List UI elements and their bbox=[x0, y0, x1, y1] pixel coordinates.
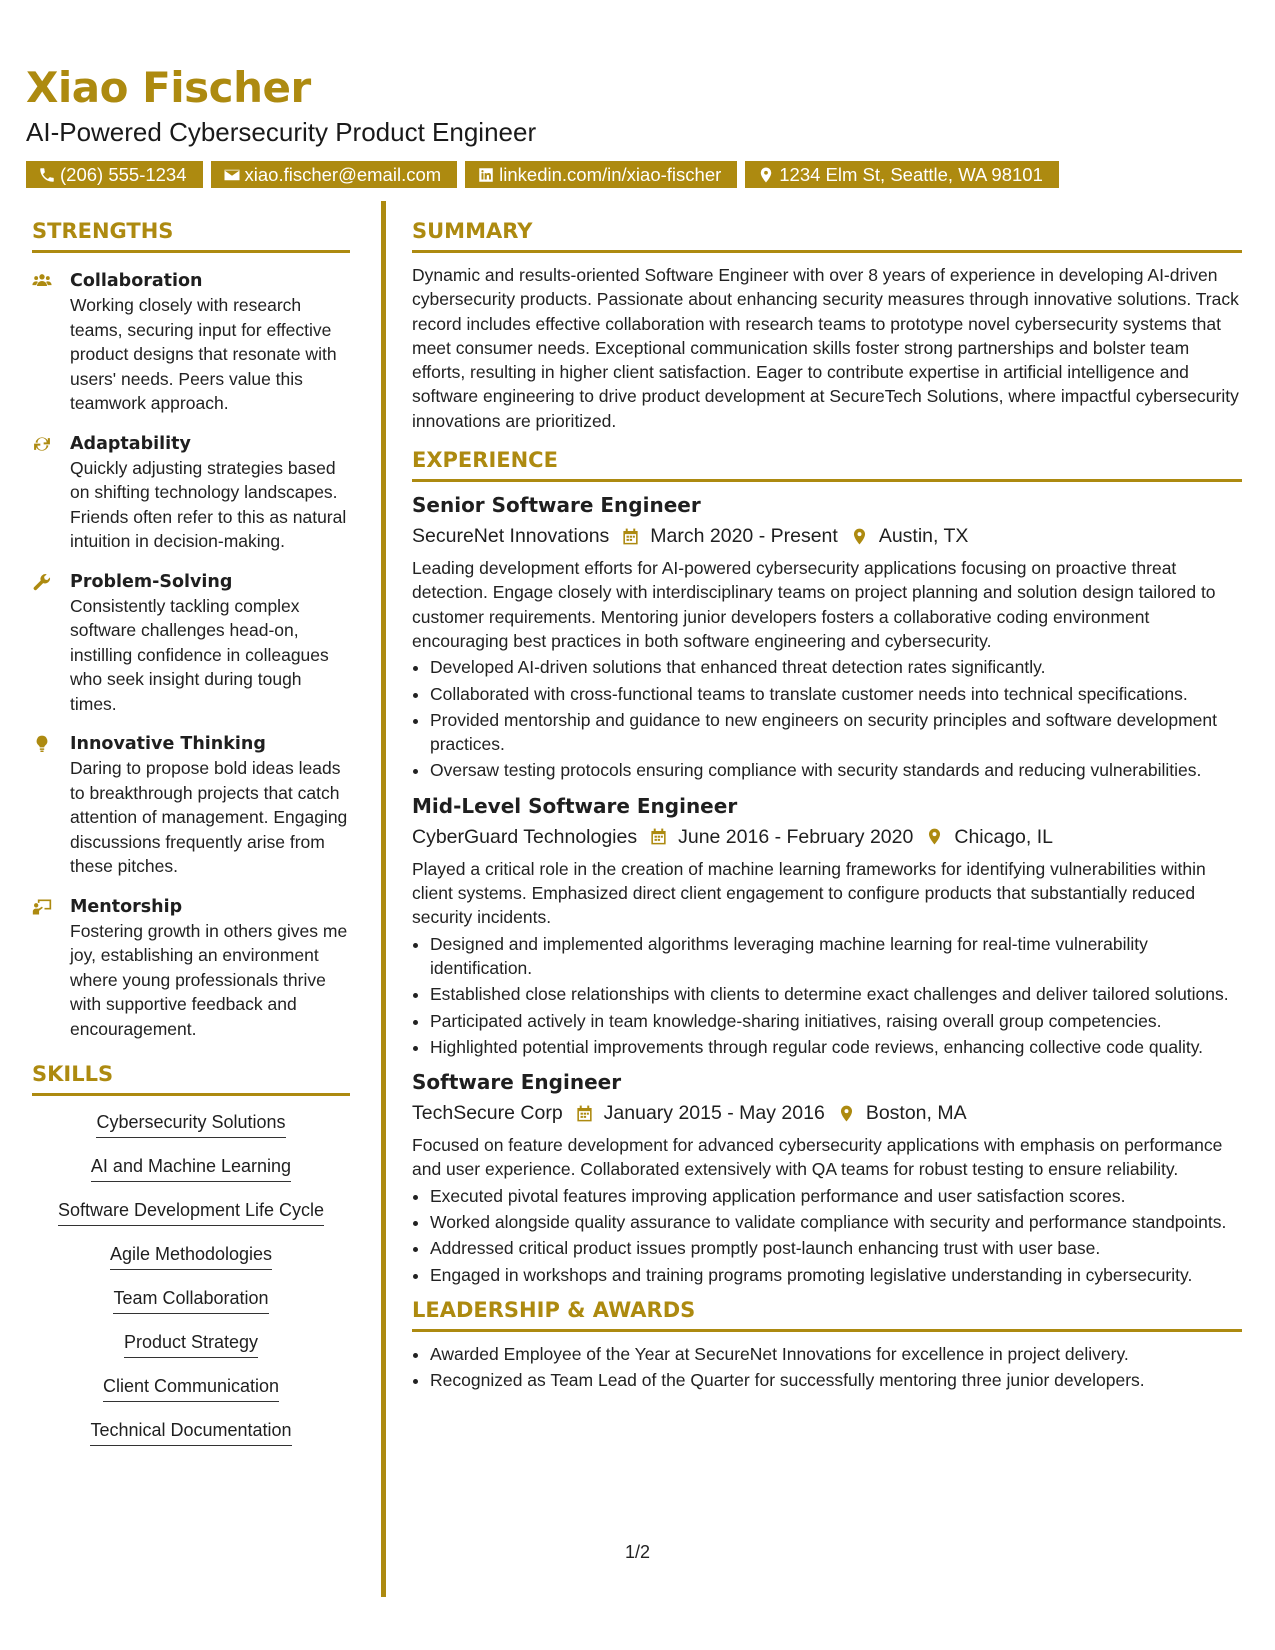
location-pin-icon bbox=[925, 827, 944, 846]
skill-tag: AI and Machine Learning bbox=[91, 1154, 291, 1182]
bullet-item: • Addressed critical product issues promptly post-launch enhancing trust with user base. bbox=[430, 1236, 1242, 1260]
strength-name: Innovative Thinking bbox=[70, 734, 266, 754]
leadership-heading: LEADERSHIP & AWARDS bbox=[412, 1297, 1242, 1332]
location-pin-icon bbox=[850, 527, 869, 546]
strength-item bbox=[32, 432, 350, 554]
job-entry bbox=[412, 492, 1242, 783]
skills-heading: SKILLS bbox=[32, 1061, 350, 1096]
bullet-item: • Executed pivotal features improving application performance and user satisfaction scores. bbox=[430, 1184, 1242, 1208]
strength-desc: Consistently tackling complex software challenges head-on, instilling confidence in colleagues who seek insight during tough times. bbox=[70, 595, 329, 714]
contact-email-text: xiao.fischer@email.com bbox=[244, 164, 442, 185]
job-entry bbox=[412, 793, 1242, 1059]
job-meta bbox=[412, 522, 1242, 550]
chalkboard-teacher-icon bbox=[32, 897, 52, 917]
candidate-title: AI-Powered Cybersecurity Product Engineer bbox=[26, 117, 537, 147]
location-pin-icon bbox=[837, 1104, 856, 1123]
bullet-item: • Awarded Employee of the Year at SecureNet Innovations for excellence in project delivery. bbox=[430, 1342, 1242, 1366]
candidate-name: Xiao Fischer bbox=[26, 63, 311, 112]
bullet-item: • Established close relationships with clients to determine exact challenges and deliver tailored solutions. bbox=[430, 982, 1242, 1006]
contact-phone-text: (206) 555-1234 bbox=[60, 164, 187, 185]
strengths-heading: STRENGTHS bbox=[32, 218, 350, 253]
skill-tag: Agile Methodologies bbox=[110, 1242, 272, 1270]
users-icon bbox=[32, 271, 52, 291]
job-location: Boston, MA bbox=[865, 1102, 967, 1125]
bullet-item: • Recognized as Team Lead of the Quarter for successfully mentoring three junior developers. bbox=[430, 1368, 1242, 1392]
job-bullets bbox=[412, 655, 1242, 782]
strength-desc: Fostering growth in others gives me joy, establishing an environment where young professionals thrive with supportive feedback and encouragement. bbox=[70, 920, 348, 1039]
strength-desc: Working closely with research teams, securing input for effective product designs that resonate with users' needs. Peers value this teamwork approach. bbox=[70, 295, 337, 413]
linkedin-icon bbox=[477, 166, 495, 184]
job-dates: March 2020 - Present bbox=[650, 525, 838, 548]
job-title: Senior Software Engineer bbox=[412, 493, 701, 518]
bullet-item: • Designed and implemented algorithms leveraging machine learning for real-time vulnerability identification. bbox=[430, 932, 1242, 981]
skill-tag: Cybersecurity Solutions bbox=[96, 1110, 285, 1138]
lightbulb-icon bbox=[32, 734, 52, 754]
left-column bbox=[32, 218, 350, 1462]
contact-address bbox=[745, 161, 1059, 188]
bullet-item: • Collaborated with cross-functional teams to translate customer needs into technical specifications. bbox=[430, 682, 1242, 706]
job-company: TechSecure Corp bbox=[412, 1102, 563, 1125]
strength-item bbox=[32, 570, 350, 717]
sync-icon bbox=[32, 434, 52, 454]
job-title: Mid-Level Software Engineer bbox=[412, 793, 738, 818]
strength-item bbox=[32, 895, 350, 1042]
resume-header bbox=[26, 62, 1256, 188]
strength-name: Problem-Solving bbox=[70, 571, 233, 592]
job-bullets bbox=[412, 1184, 1242, 1287]
bullet-item: • Worked alongside quality assurance to validate compliance with security and performance standpoints. bbox=[430, 1210, 1242, 1234]
contact-phone[interactable] bbox=[26, 161, 203, 188]
location-pin-icon bbox=[757, 166, 775, 184]
contact-linkedin-text: linkedin.com/in/xiao-fischer bbox=[499, 164, 722, 185]
strength-item bbox=[32, 269, 350, 416]
calendar-icon bbox=[649, 827, 668, 846]
job-title: Software Engineer bbox=[412, 1070, 622, 1095]
leadership-bullets bbox=[412, 1342, 1242, 1393]
skills-list bbox=[32, 1110, 350, 1462]
job-location: Chicago, IL bbox=[954, 825, 1054, 848]
skill-tag: Software Development Life Cycle bbox=[58, 1198, 324, 1226]
job-meta bbox=[412, 1099, 1242, 1127]
bullet-item: • Provided mentorship and guidance to new engineers on security principles and software development practices. bbox=[430, 708, 1242, 757]
calendar-icon bbox=[621, 527, 640, 546]
bullet-item: • Participated actively in team knowledge-sharing initiatives, raising overall group competencies. bbox=[430, 1009, 1242, 1033]
job-location: Austin, TX bbox=[878, 525, 969, 548]
phone-icon bbox=[38, 166, 56, 184]
job-company: CyberGuard Technologies bbox=[412, 825, 638, 848]
job-bullets bbox=[412, 932, 1242, 1059]
job-description: Leading development efforts for AI-powered cybersecurity applications focusing on proactive threat detection. Engage closely with interdisciplinary teams on project planning and solution design tailored to customer requirements. Mentoring junior developers fosters a collaborative coding environment encouraging best practices in both software engineering and cybersecurity. bbox=[412, 558, 1216, 651]
contact-linkedin[interactable] bbox=[465, 161, 737, 188]
page-number: 1/2 bbox=[624, 1542, 651, 1562]
job-description: Played a critical role in the creation of machine learning frameworks for identifying vulnerabilities within client systems. Emphasized direct client engagement to configure products that substantially reduced security incidents. bbox=[412, 858, 1206, 928]
strength-item bbox=[32, 732, 350, 879]
column-divider bbox=[381, 201, 386, 1597]
contact-bar bbox=[26, 161, 1256, 188]
summary-heading: SUMMARY bbox=[412, 218, 1242, 253]
skill-tag: Technical Documentation bbox=[90, 1418, 291, 1446]
strength-desc: Daring to propose bold ideas leads to breakthrough projects that catch attention of management. Engaging discussions frequently arise from these pitches. bbox=[70, 758, 348, 876]
right-column bbox=[412, 218, 1242, 1395]
bullet-item: • Engaged in workshops and training programs promoting legislative understanding in cybersecurity. bbox=[430, 1263, 1242, 1287]
bullet-item: • Highlighted potential improvements through regular code reviews, enhancing collective code quality. bbox=[430, 1035, 1242, 1059]
wrench-icon bbox=[32, 572, 52, 592]
skill-tag: Team Collaboration bbox=[113, 1286, 268, 1314]
contact-address-text: 1234 Elm St, Seattle, WA 98101 bbox=[779, 164, 1043, 185]
strength-name: Mentorship bbox=[70, 896, 183, 917]
calendar-icon bbox=[575, 1104, 594, 1123]
experience-heading: EXPERIENCE bbox=[412, 447, 1242, 482]
strength-name: Adaptability bbox=[70, 433, 191, 454]
summary-text: Dynamic and results-oriented Software Engineer with over 8 years of experience in developing AI-driven cybersecurity products. Passionate about enhancing security measures through innovative solutions. Track record includes effective collaboration with research teams to prototype novel cybersecurity systems that meet consumer needs. Exceptional communication skills foster strong partnerships and bolster team efforts, resulting in higher client satisfaction. Eager to contribute expertise in artificial intelligence and software engineering to drive product development at SecureTech Solutions, where impactful cybersecurity innovations are prioritized. bbox=[412, 265, 1239, 431]
job-dates: June 2016 - February 2020 bbox=[678, 825, 914, 848]
job-description: Focused on feature development for advanced cybersecurity applications with emphasis on performance and user experience. Collaborated extensively with QA teams for robust testing to ensure reliability. bbox=[412, 1135, 1223, 1180]
job-company: SecureNet Innovations bbox=[412, 525, 610, 548]
job-entry bbox=[412, 1069, 1242, 1287]
envelope-icon bbox=[223, 166, 241, 184]
job-dates: January 2015 - May 2016 bbox=[603, 1102, 825, 1125]
bullet-item: • Oversaw testing protocols ensuring compliance with security standards and reducing vulnerabilities. bbox=[430, 758, 1242, 782]
bullet-item: • Developed AI-driven solutions that enhanced threat detection rates significantly. bbox=[430, 655, 1242, 679]
job-meta bbox=[412, 823, 1242, 851]
strength-name: Collaboration bbox=[70, 271, 203, 291]
contact-email[interactable] bbox=[211, 161, 458, 188]
skill-tag: Product Strategy bbox=[124, 1330, 258, 1358]
skill-tag: Client Communication bbox=[103, 1374, 279, 1402]
strength-desc: Quickly adjusting strategies based on shifting technology landscapes. Friends often refer to this as natural intuition in decision-making. bbox=[70, 457, 347, 551]
